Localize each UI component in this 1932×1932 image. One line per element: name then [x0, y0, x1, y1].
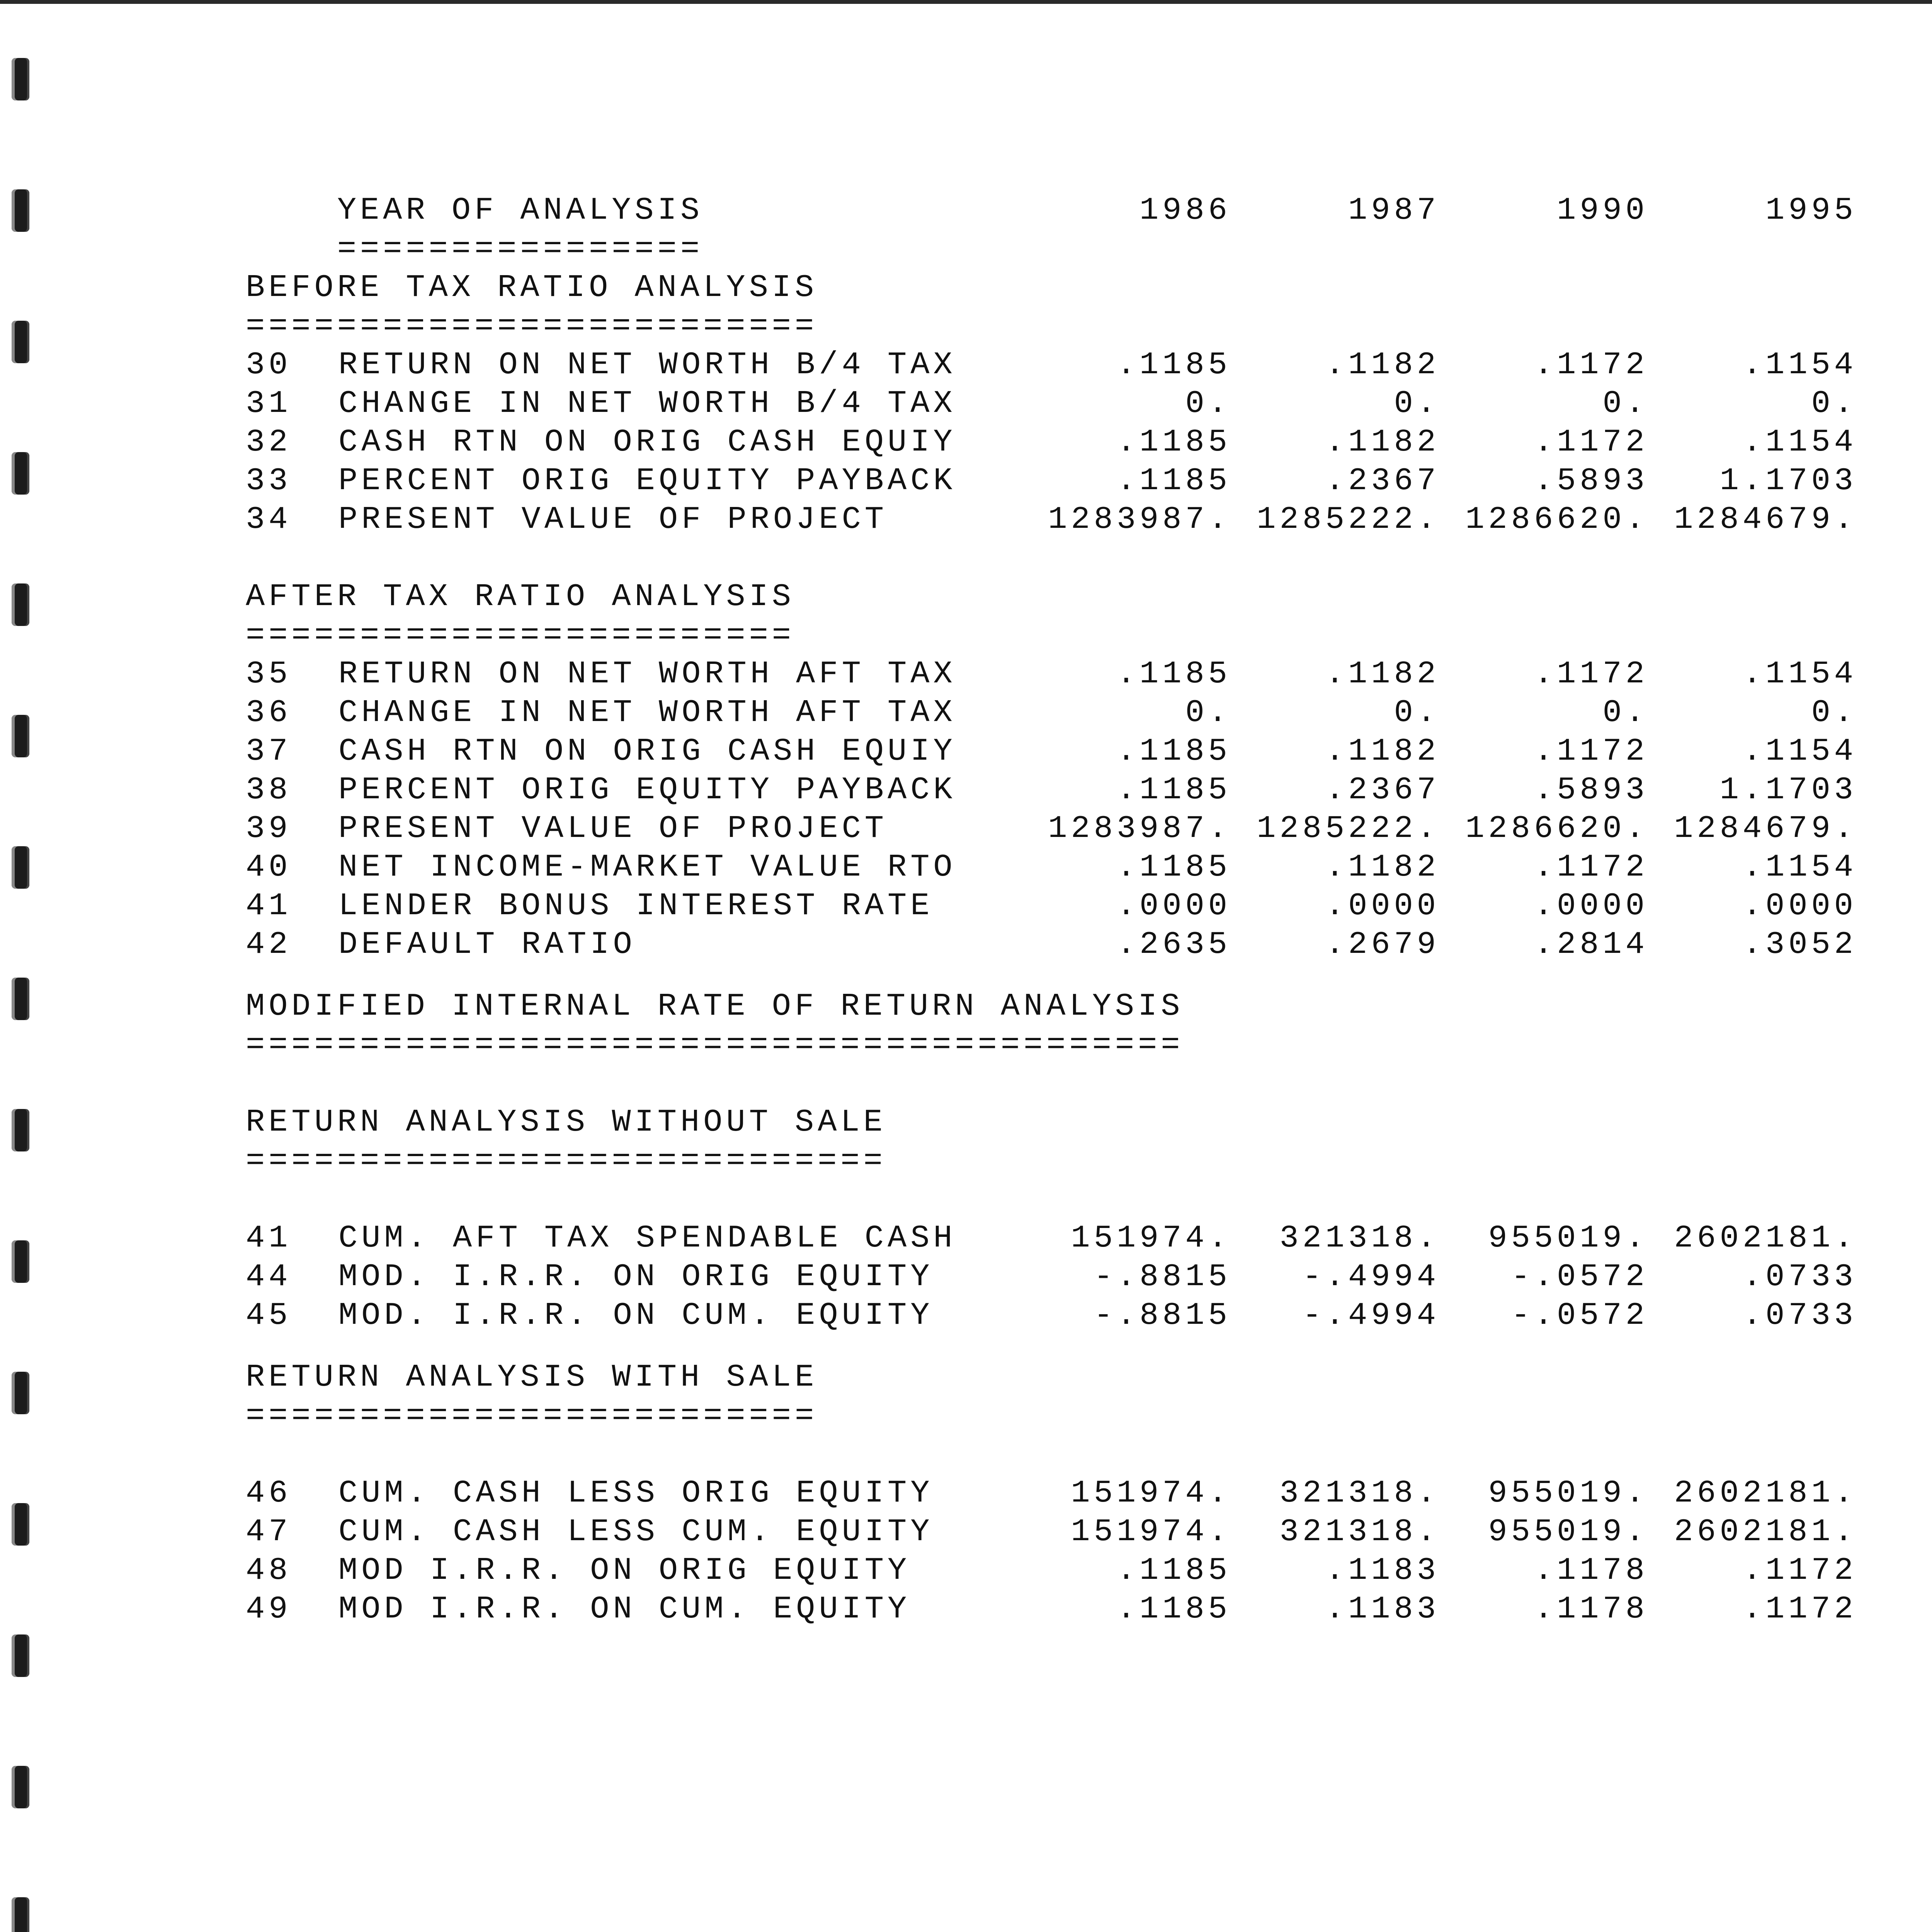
page-top-edge	[0, 0, 1932, 4]
cell-value: -.8815	[1094, 1298, 1231, 1333]
binder-holes	[12, 0, 35, 1932]
cell-value: .1185	[1116, 733, 1231, 769]
row-number: 49	[246, 1591, 292, 1627]
binder-hole	[12, 58, 29, 100]
row-label: PERCENT ORIG EQUITY PAYBACK	[338, 463, 956, 499]
cell-value: -.8815	[1094, 1259, 1231, 1295]
year-heading: YEAR OF ANALYSIS	[337, 192, 704, 228]
section-title-without-sale: RETURN ANALYSIS WITHOUT SALE	[246, 1104, 886, 1140]
cell-value: -.0572	[1511, 1298, 1648, 1333]
cell-value: -.0572	[1511, 1259, 1648, 1295]
row-label: CHANGE IN NET WORTH B/4 TAX	[338, 386, 956, 422]
binder-hole	[12, 1897, 29, 1932]
row-number: 38	[246, 772, 292, 808]
binder-hole	[12, 321, 29, 363]
cell-value: 1285222.	[1257, 502, 1440, 537]
cell-value: -.4994	[1302, 1298, 1440, 1333]
table-row	[246, 1296, 1857, 1335]
cell-value: 1283987.	[1048, 811, 1231, 847]
cell-value: 1.1703	[1719, 463, 1857, 499]
section-title-before-tax: BEFORE TAX RATIO ANALYSIS	[246, 270, 818, 306]
section-title-with-sale: RETURN ANALYSIS WITH SALE	[246, 1359, 818, 1395]
row-label: CHANGE IN NET WORTH AFT TAX	[338, 695, 956, 731]
binder-hole	[12, 1766, 29, 1808]
binder-hole	[12, 583, 29, 626]
row-number: 31	[246, 386, 292, 422]
binder-hole	[12, 1634, 29, 1677]
section-underline: =========================	[246, 1398, 818, 1434]
table-row	[246, 1219, 1857, 1258]
row-label: MOD. I.R.R. ON ORIG EQUITY	[338, 1259, 934, 1295]
cell-value: .1154	[1742, 849, 1857, 885]
row-label: CASH RTN ON ORIG CASH EQUIY	[338, 424, 956, 460]
cell-value: .1178	[1534, 1553, 1648, 1588]
row-number: 32	[246, 424, 292, 460]
row-label: LENDER BONUS INTEREST RATE	[338, 888, 934, 924]
cell-value: .1183	[1325, 1591, 1440, 1627]
section-underline: =========================================	[246, 1027, 1184, 1063]
cell-value: -.4994	[1302, 1259, 1440, 1295]
table-row	[246, 423, 1857, 462]
cell-value: 1284679.	[1674, 811, 1857, 847]
cell-value: .1182	[1325, 849, 1440, 885]
cell-value: .1182	[1325, 733, 1440, 769]
cell-value: 321318.	[1279, 1220, 1440, 1256]
cell-value: .5893	[1534, 463, 1648, 499]
row-number: 46	[246, 1475, 292, 1511]
row-number: 47	[246, 1514, 292, 1550]
cell-value: 321318.	[1279, 1475, 1440, 1511]
cell-value: 1286620.	[1465, 811, 1648, 847]
cell-value: 151974.	[1071, 1475, 1231, 1511]
row-label: MOD. I.R.R. ON CUM. EQUITY	[338, 1298, 934, 1333]
cell-value: .1185	[1116, 1553, 1231, 1588]
row-label: CUM. AFT TAX SPENDABLE CASH	[338, 1220, 956, 1256]
binder-hole	[12, 846, 29, 889]
table-row	[246, 848, 1857, 887]
row-number: 33	[246, 463, 292, 499]
cell-value: .2367	[1325, 463, 1440, 499]
row-label: PRESENT VALUE OF PROJECT	[338, 502, 888, 537]
cell-value: .1154	[1742, 733, 1857, 769]
table-row	[246, 1551, 1857, 1590]
cell-value: .1178	[1534, 1591, 1648, 1627]
cell-value: 0.	[1602, 695, 1648, 731]
row-number: 44	[246, 1259, 292, 1295]
table-row	[246, 1258, 1857, 1296]
row-number: 40	[246, 849, 292, 885]
section-title-mirr: MODIFIED INTERNAL RATE OF RETURN ANALYSIS	[246, 988, 1184, 1024]
row-number: 41	[246, 888, 292, 924]
report-sheet	[246, 153, 1857, 1629]
cell-value: .0733	[1742, 1298, 1857, 1333]
cell-value: .2367	[1325, 772, 1440, 808]
cell-value: .1172	[1534, 733, 1648, 769]
cell-value: .0000	[1325, 888, 1440, 924]
cell-value: 1285222.	[1257, 811, 1440, 847]
table-row	[246, 732, 1857, 771]
cell-value: .2635	[1116, 927, 1231, 963]
year-1995: 1995	[1765, 192, 1857, 228]
cell-value: 321318.	[1279, 1514, 1440, 1550]
section-title-after-tax: AFTER TAX RATIO ANALYSIS	[246, 579, 795, 615]
row-number: 39	[246, 811, 292, 847]
cell-value: 2602181.	[1674, 1220, 1857, 1256]
cell-value: 0.	[1394, 695, 1440, 731]
year-1987: 1987	[1348, 192, 1440, 228]
row-label: CUM. CASH LESS ORIG EQUITY	[338, 1475, 934, 1511]
with-sale-rows	[246, 1474, 1857, 1629]
cell-value: .1172	[1534, 347, 1648, 383]
row-label: RETURN ON NET WORTH AFT TAX	[338, 656, 956, 692]
binder-hole	[12, 189, 29, 232]
row-label: CUM. CASH LESS CUM. EQUITY	[338, 1514, 934, 1550]
cell-value: 1283987.	[1048, 502, 1231, 537]
cell-value: 1.1703	[1719, 772, 1857, 808]
cell-value: .0000	[1742, 888, 1857, 924]
row-label: DEFAULT RATIO	[338, 927, 636, 963]
cell-value: .1182	[1325, 424, 1440, 460]
table-row	[246, 887, 1857, 925]
cell-value: .0000	[1534, 888, 1648, 924]
row-number: 30	[246, 347, 292, 383]
cell-value: 2602181.	[1674, 1514, 1857, 1550]
cell-value: .1172	[1742, 1591, 1857, 1627]
cell-value: .0000	[1116, 888, 1231, 924]
section-underline: =========================	[246, 308, 818, 344]
without-sale-rows	[246, 1219, 1857, 1335]
table-row	[246, 810, 1857, 848]
cell-value: 0.	[1811, 386, 1857, 422]
binder-hole	[12, 978, 29, 1020]
row-number: 36	[246, 695, 292, 731]
cell-value: .1154	[1742, 347, 1857, 383]
cell-value: 0.	[1185, 386, 1231, 422]
cell-value: 1284679.	[1674, 502, 1857, 537]
table-row	[246, 462, 1857, 500]
cell-value: .2814	[1534, 927, 1648, 963]
cell-value: .1185	[1116, 849, 1231, 885]
cell-value: .1154	[1742, 656, 1857, 692]
binder-hole	[12, 1240, 29, 1283]
cell-value: .2679	[1325, 927, 1440, 963]
table-row	[246, 771, 1857, 810]
table-row	[246, 1513, 1857, 1551]
row-label: PRESENT VALUE OF PROJECT	[338, 811, 888, 847]
cell-value: .1172	[1534, 424, 1648, 460]
cell-value: 2602181.	[1674, 1475, 1857, 1511]
heading-underline: ================	[337, 231, 704, 267]
binder-hole	[12, 452, 29, 495]
cell-value: .1185	[1116, 347, 1231, 383]
row-label: MOD I.R.R. ON CUM. EQUITY	[338, 1591, 911, 1627]
row-number: 45	[246, 1298, 292, 1333]
year-1986: 1986	[1139, 192, 1231, 228]
table-row	[246, 384, 1857, 423]
cell-value: .1172	[1534, 849, 1648, 885]
table-row	[246, 1590, 1857, 1629]
cell-value: .1185	[1116, 656, 1231, 692]
cell-value: 955019.	[1488, 1475, 1648, 1511]
after-tax-rows	[246, 655, 1857, 964]
binder-hole	[12, 1109, 29, 1151]
cell-value: .0733	[1742, 1259, 1857, 1295]
cell-value: 0.	[1811, 695, 1857, 731]
table-row	[246, 655, 1857, 694]
cell-value: .1185	[1116, 1591, 1231, 1627]
row-label: RETURN ON NET WORTH B/4 TAX	[338, 347, 956, 383]
year-row	[246, 191, 1857, 267]
binder-hole	[12, 715, 29, 757]
row-number: 37	[246, 733, 292, 769]
cell-value: .1183	[1325, 1553, 1440, 1588]
row-number: 35	[246, 656, 292, 692]
cell-value: 151974.	[1071, 1220, 1231, 1256]
cell-value: .1185	[1116, 463, 1231, 499]
cell-value: .1185	[1116, 424, 1231, 460]
section-underline: ========================	[246, 617, 795, 653]
year-1990: 1990	[1557, 192, 1648, 228]
cell-value: 955019.	[1488, 1514, 1648, 1550]
table-row	[246, 346, 1857, 384]
cell-value: .1185	[1116, 772, 1231, 808]
table-row	[246, 500, 1857, 539]
table-row	[246, 925, 1857, 964]
row-label: NET INCOME-MARKET VALUE RTO	[338, 849, 956, 885]
cell-value: 151974.	[1071, 1514, 1231, 1550]
row-label: CASH RTN ON ORIG CASH EQUIY	[338, 733, 956, 769]
row-number: 48	[246, 1553, 292, 1588]
cell-value: .1172	[1534, 656, 1648, 692]
cell-value: .1182	[1325, 347, 1440, 383]
cell-value: 955019.	[1488, 1220, 1648, 1256]
cell-value: 0.	[1602, 386, 1648, 422]
section-underline: ============================	[246, 1143, 886, 1179]
row-label: PERCENT ORIG EQUITY PAYBACK	[338, 772, 956, 808]
binder-hole	[12, 1503, 29, 1546]
cell-value: .5893	[1534, 772, 1648, 808]
cell-value: .1182	[1325, 656, 1440, 692]
cell-value: .1172	[1742, 1553, 1857, 1588]
binder-hole	[12, 1372, 29, 1414]
cell-value: 1286620.	[1465, 502, 1648, 537]
cell-value: 0.	[1394, 386, 1440, 422]
row-label: MOD I.R.R. ON ORIG EQUITY	[338, 1553, 911, 1588]
before-tax-rows	[246, 346, 1857, 539]
cell-value: .1154	[1742, 424, 1857, 460]
table-row	[246, 694, 1857, 732]
row-number: 42	[246, 927, 292, 963]
cell-value: 0.	[1185, 695, 1231, 731]
cell-value: .3052	[1742, 927, 1857, 963]
table-row	[246, 1474, 1857, 1513]
row-number: 34	[246, 502, 292, 537]
row-number: 41	[246, 1220, 292, 1256]
